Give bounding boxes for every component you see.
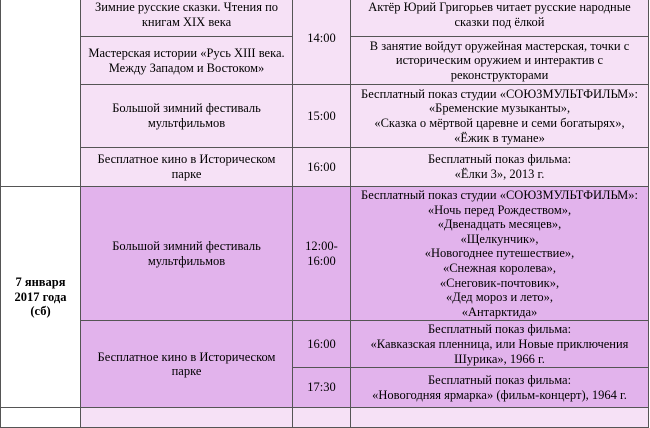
table-row: [1, 187, 649, 321]
time-cell: 15:00: [293, 85, 351, 148]
description-cell: [351, 321, 649, 368]
description-cell-empty: [351, 408, 649, 428]
description-line: Бесплатный показ студии «СОЮЗМУЛЬТФИЛЬМ»:: [361, 86, 638, 101]
description-line: «Кавказская пленница, или Новые приключения Шурика», 1966 г.: [370, 336, 629, 366]
description-line: Бесплатный показ студии «СОЮЗМУЛЬТФИЛЬМ»:: [361, 188, 638, 202]
description-line: «Ночь перед Рождеством»,: [427, 202, 572, 217]
event-cell: Бесплатное кино в Историческом парке: [81, 148, 293, 187]
time-cell: 12:00-16:00: [293, 187, 351, 321]
description-cell: [351, 148, 649, 187]
description-line: «Дед мороз и лето»,: [445, 290, 554, 305]
description-line: «Новогодняя ярмарка» (фильм-концерт), 1964 г.: [372, 387, 627, 402]
description-line: «Снеговик-почтовик»,: [439, 275, 560, 290]
description-line: «Двенадцать месяцев»,: [437, 217, 562, 232]
time-cell: 14:00: [293, 0, 351, 85]
time-cell: 17:30: [293, 368, 351, 408]
description-cell: [351, 85, 649, 148]
description-line: «Ёжик в тумане»: [454, 130, 545, 145]
description-line: Бесплатный показ фильма:: [427, 373, 572, 388]
event-cell: Бесплатное кино в Историческом парке: [81, 321, 293, 408]
table-row: [1, 0, 649, 37]
description-line: «Щелкунчик»,: [460, 231, 539, 246]
time-cell: 16:00: [293, 148, 351, 187]
description-cell: [351, 368, 649, 408]
date-cell: 7 января 2017 года (сб): [1, 187, 81, 408]
description-cell: [351, 37, 649, 85]
description-cell: [351, 187, 649, 321]
table-row: [1, 321, 649, 368]
description-line: «Ёлки 3», 2013 г.: [454, 167, 545, 181]
table-row: [1, 148, 649, 187]
date-cell-empty: [1, 408, 81, 428]
description-line: «Сказка о мёртвой царевне и семи богатырях»,: [374, 116, 625, 130]
event-cell: Мастерская истории «Русь XIII века. Между Западом и Востоком»: [81, 37, 293, 85]
description-cell: [351, 0, 649, 37]
time-cell-empty: [293, 408, 351, 428]
description-line: Бесплатный показ фильма:: [427, 322, 572, 337]
description-line: В занятие войдут оружейная мастерская, точки с историческим оружием и интерактив с реконструкторами: [369, 38, 630, 82]
table-row: [1, 85, 649, 148]
description-line: «Бременские музыканты»,: [428, 101, 571, 116]
description-line: Актёр Юрий Григорьев читает русские народные сказки под ёлкой: [368, 0, 631, 29]
description-line: «Снежная королева»,: [442, 260, 557, 275]
date-cell-empty: [1, 0, 81, 187]
event-cell: Большой зимний фестиваль мультфильмов: [81, 187, 293, 321]
description-line: «Новогоднее путешествие»,: [424, 246, 575, 261]
event-cell: Зимние русские сказки. Чтения по книгам XIX века: [81, 0, 293, 37]
description-line: «Антарктида»: [461, 304, 538, 319]
event-cell-empty: [81, 408, 293, 428]
description-line: Бесплатный показ фильма:: [427, 152, 572, 167]
event-cell: Большой зимний фестиваль мультфильмов: [81, 85, 293, 148]
time-cell: 16:00: [293, 321, 351, 368]
table-row: [1, 408, 649, 428]
